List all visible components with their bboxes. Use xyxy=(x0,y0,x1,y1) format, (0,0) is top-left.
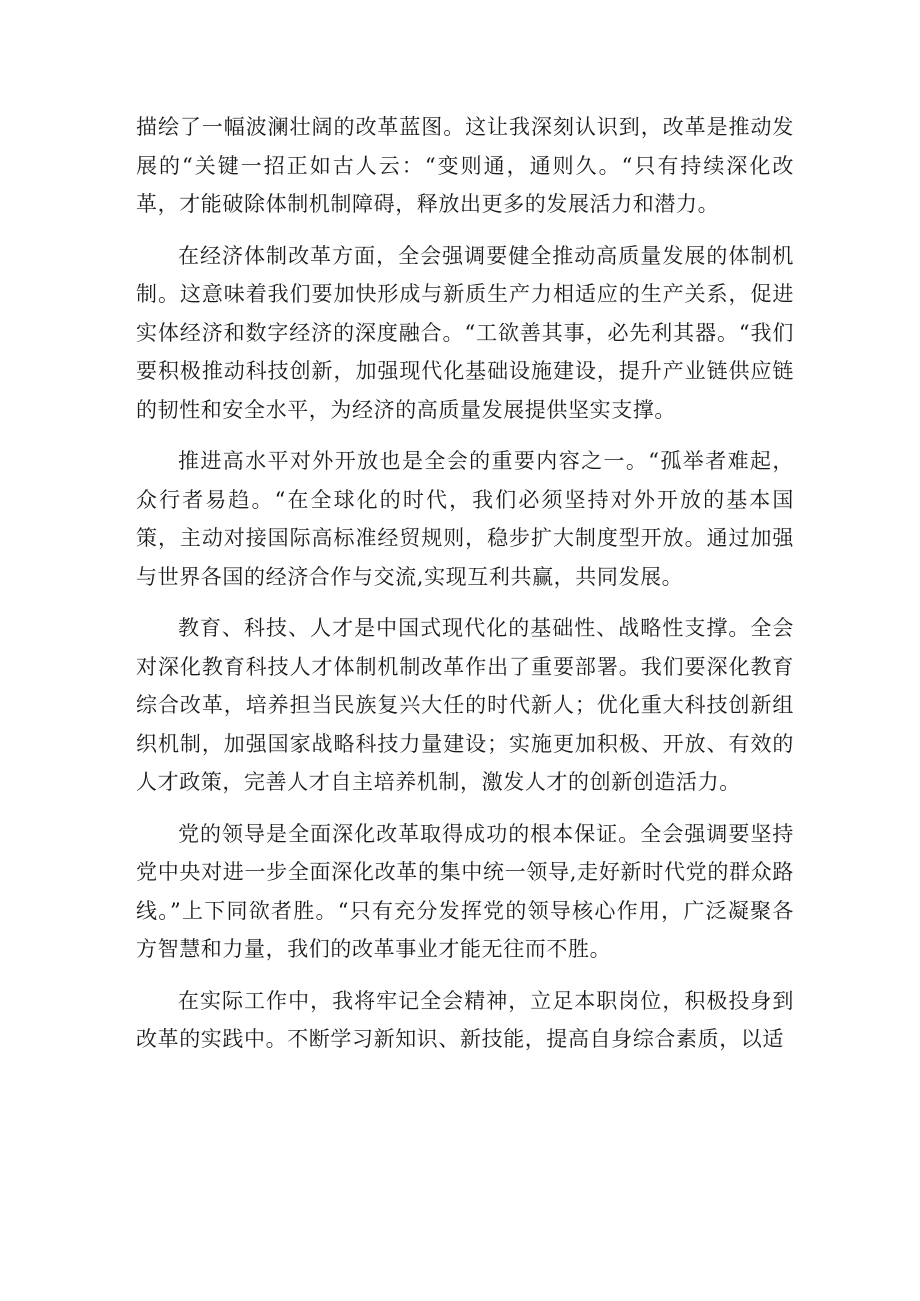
paragraph-practical-work: 在实际工作中，我将牢记全会精神，立足本职岗位，积极投身到改革的实践中。不断学习新知识、新技能，提高自身综合素质，以适 xyxy=(136,988,794,1051)
paragraph-economic-reform: 在经济体制改革方面，全会强调要健全推动高质量发展的体制机制。这意味着我们要加快形成与新质生产力相适应的生产关系，促进实体经济和数字经济的深度融合。“工欲善其事，必先利其器。“我们要积极推动科技创新，加强现代化基础设施建设，提升产业链供应链的韧性和安全水平，为经济的高质量发展提供坚实支撑。 xyxy=(136,243,794,422)
paragraph-opening-up: 推进高水平对外开放也是全会的重要内容之一。“孤举者难起，众行者易趋。“在全球化的时代，我们必须坚持对外开放的基本国策，主动对接国际高标准经贸规则，稳步扩大制度型开放。通过加强与世界各国的经济合作与交流,实现互利共赢，共同发展。 xyxy=(136,449,794,589)
document-body xyxy=(136,108,794,1072)
paragraph-party-leadership: 党的领导是全面深化改革取得成功的根本保证。全会强调要坚持党中央对进一步全面深化改革的集中统一领导,走好新时代党的群众路线。”上下同欲者胜。“只有充分发挥党的领导核心作用，广泛凝聚各方智慧和力量，我们的改革事业才能无往而不胜。 xyxy=(136,821,794,961)
paragraph-education-tech-talent: 教育、科技、人才是中国式现代化的基础性、战略性支撑。全会对深化教育科技人才体制机制改革作出了重要部署。我们要深化教育综合改革，培养担当民族复兴大任的时代新人；优化重大科技创新组织机制，加强国家战略科技力量建设；实施更加积极、开放、有效的人才政策，完善人才自主培养机制，激发人才的创新创造活力。 xyxy=(136,616,794,794)
paragraph-continuation: 描绘了一幅波澜壮阔的改革蓝图。这让我深刻认识到，改革是推动发展的“关键一招正如古人云：“变则通，通则久。“只有持续深化改革，才能破除体制机制障碍，释放出更多的发展活力和潜力。 xyxy=(136,115,794,216)
